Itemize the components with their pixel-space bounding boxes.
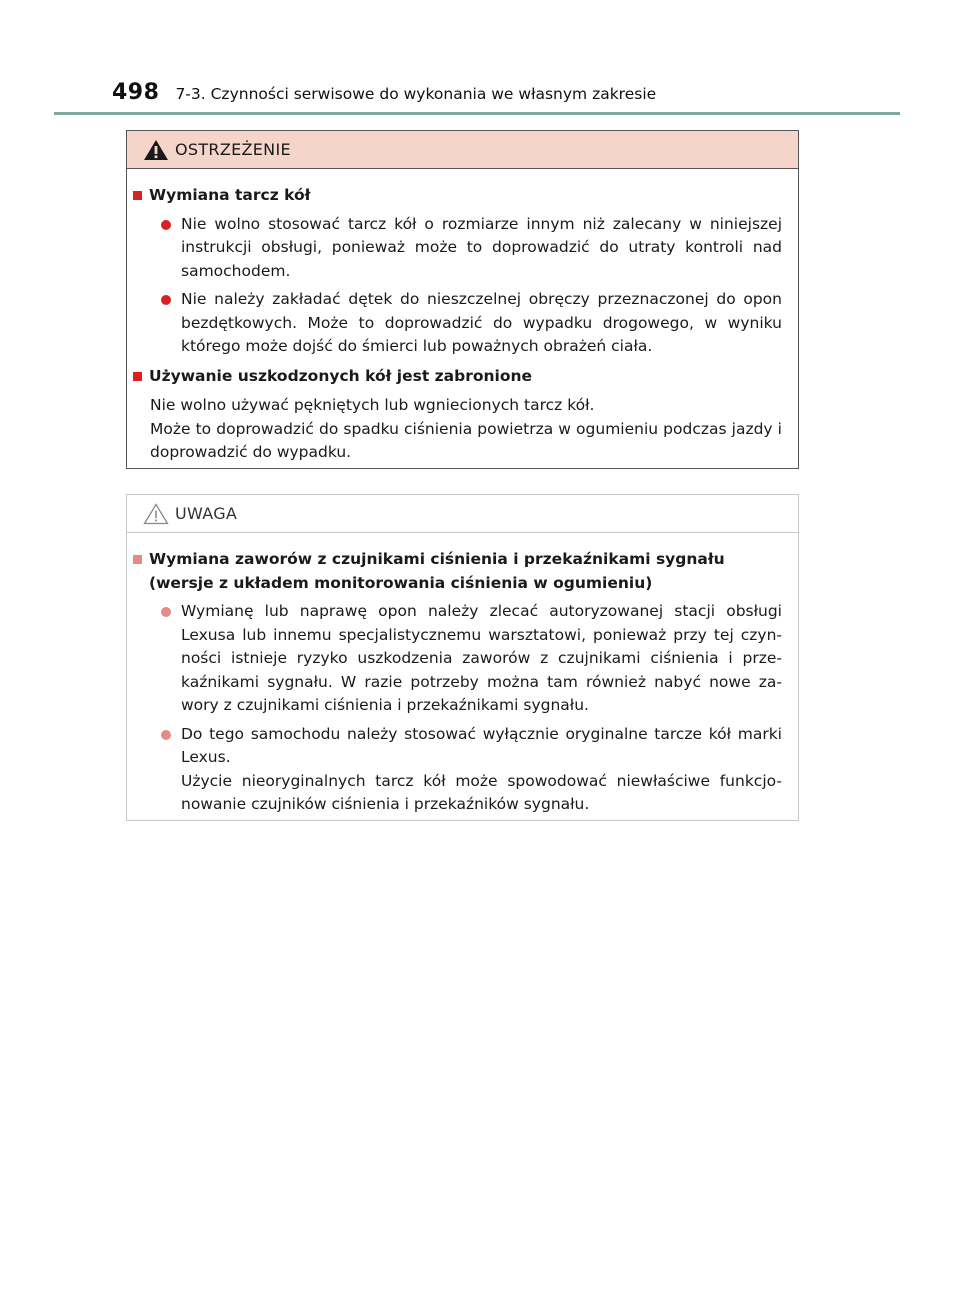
caution-icon bbox=[143, 503, 169, 525]
circle-bullet-icon bbox=[161, 607, 171, 617]
warning-heading-wheel-replacement: Wymiana tarcz kół bbox=[133, 184, 782, 208]
square-bullet-icon bbox=[133, 372, 142, 381]
square-bullet-icon bbox=[133, 191, 142, 200]
warning-heading-damaged-wheels: Używanie uszkodzonych kół jest zabronione bbox=[133, 365, 782, 389]
paragraph: Może to doprowadzić do spadku ciśnienia powietrza w ogumieniu podczas jazdy i doprowadzić do wypadku. bbox=[150, 419, 782, 461]
warning-icon bbox=[143, 139, 169, 161]
circle-bullet-icon bbox=[161, 220, 171, 230]
warning-title: OSTRZEŻENIE bbox=[175, 140, 291, 159]
list-item bbox=[133, 723, 782, 817]
warning-box-header bbox=[127, 131, 798, 169]
circle-bullet-icon bbox=[161, 295, 171, 305]
bullet-text-continuation: Użycie nieoryginalnych tarcz kół może spowodować niewłaściwe funkcjo-nowanie czujników ciśnienia i przekaźników sygnału. bbox=[181, 771, 782, 813]
notice-heading-valve-replacement: Wymiana zaworów z czujnikami ciśnienia i przekaźnikami sygnału (wersje z układem monitorowania ciśnienia w ogumieniu) bbox=[133, 548, 782, 595]
list-item: Wymianę lub naprawę opon należy zlecać autoryzowanej stacji obsługi Lexusa lub innemu specjalistycznemu warsztatowi, ponieważ przy tej czyn-ności istnieje ryzyko uszkodzenia zaworów z czujnikami ciśnienia i prze-kaźnikami sygnału. W razie potrzeby można tam również nabyć nowe za-wory z czujnikami ciśnienia i przekaźnikami sygnału. bbox=[133, 600, 782, 718]
page-header bbox=[112, 80, 656, 105]
header-rule bbox=[54, 112, 900, 115]
warning-content bbox=[127, 169, 798, 465]
section-title: 7-3. Czynności serwisowe do wykonania we własnym zakresie bbox=[175, 85, 657, 103]
list-item: Nie wolno stosować tarcz kół o rozmiarze innym niż zalecany w niniejszej instrukcji obsługi, ponieważ może to doprowadzić do utraty kontroli nad samochodem. bbox=[133, 213, 782, 284]
notice-content bbox=[127, 533, 798, 817]
notice-title: UWAGA bbox=[175, 504, 238, 523]
paragraph: Nie wolno używać pękniętych lub wgniecionych tarcz kół. bbox=[150, 396, 595, 414]
notice-box-header bbox=[127, 495, 798, 533]
bullet-text: Do tego samochodu należy stosować wyłącznie oryginalne tarcze kół marki Lexus. bbox=[181, 724, 782, 766]
notice-box bbox=[126, 494, 799, 821]
square-bullet-icon bbox=[133, 555, 142, 564]
circle-bullet-icon bbox=[161, 730, 171, 740]
warning-box bbox=[126, 130, 799, 469]
list-item: Nie należy zakładać dętek do nieszczelnej obręczy przeznaczonej do opon bezdętkowych. Może to doprowadzić do wypadku drogowego, w wyniku którego może dojść do śmierci lub poważnych obrażeń ciała. bbox=[133, 288, 782, 359]
page-number: 498 bbox=[112, 80, 160, 105]
